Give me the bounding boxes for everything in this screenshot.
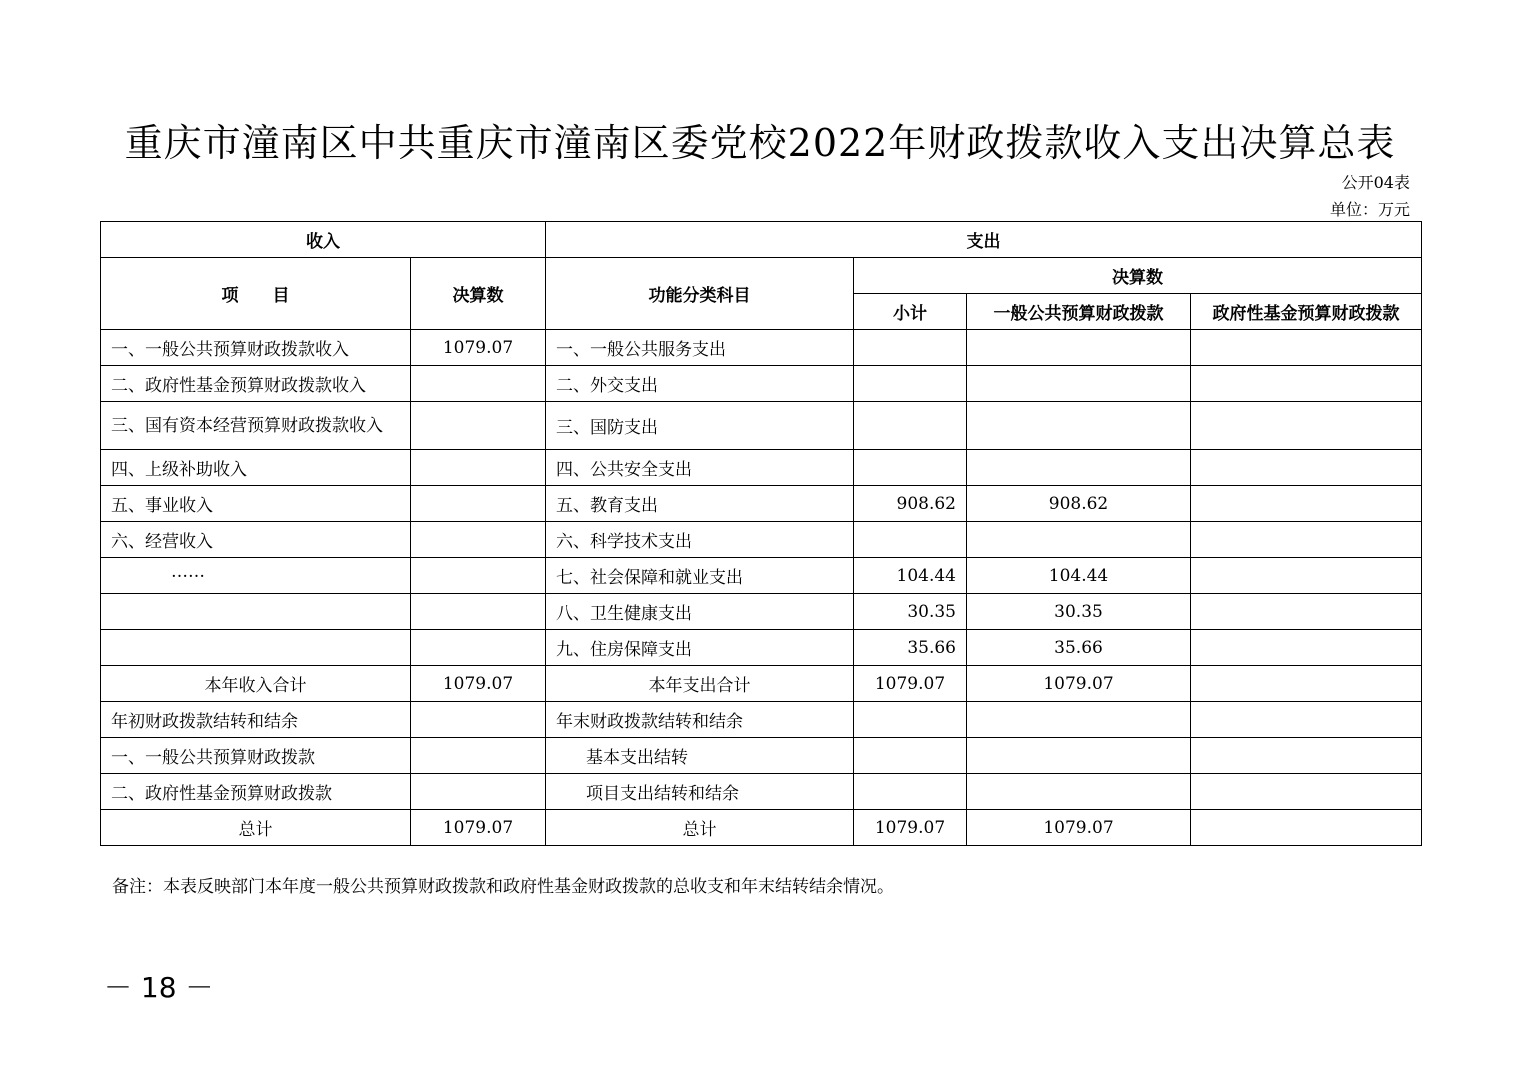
income-item: 二、政府性基金预算财政拨款收入	[101, 366, 411, 402]
expense-header: 支出	[546, 222, 1422, 258]
income-item: 二、政府性基金预算财政拨款	[101, 774, 411, 810]
expense-item: 本年支出合计	[546, 666, 854, 702]
header-row-2	[101, 258, 1422, 294]
income-amount	[411, 402, 546, 450]
header-row-1	[101, 222, 1422, 258]
table-code: 公开04表	[1341, 173, 1410, 192]
fund-value	[1191, 594, 1422, 630]
income-amount: 1079.07	[411, 330, 546, 366]
table-row	[101, 774, 1422, 810]
expense-item: 六、科学技术支出	[546, 522, 854, 558]
general-value	[967, 738, 1191, 774]
income-amount	[411, 558, 546, 594]
expense-item: 四、公共安全支出	[546, 450, 854, 486]
table-row	[101, 558, 1422, 594]
table-row	[101, 702, 1422, 738]
income-amount	[411, 774, 546, 810]
expense-item: 二、外交支出	[546, 366, 854, 402]
income-item: 四、上级补助收入	[101, 450, 411, 486]
table-row	[101, 738, 1422, 774]
subtotal-value: 104.44	[854, 558, 967, 594]
general-value	[967, 522, 1191, 558]
subtotal-header: 小计	[854, 294, 967, 330]
general-value: 35.66	[967, 630, 1191, 666]
general-value: 1079.07	[967, 810, 1191, 846]
subtotal-value: 908.62	[854, 486, 967, 522]
income-item: 五、事业收入	[101, 486, 411, 522]
unit-label: 单位：万元	[1329, 200, 1410, 219]
general-value: 908.62	[967, 486, 1191, 522]
general-value	[967, 402, 1191, 450]
item-header: 项 目	[101, 258, 411, 330]
subtotal-value	[854, 366, 967, 402]
income-amount	[411, 738, 546, 774]
expense-item: 七、社会保障和就业支出	[546, 558, 854, 594]
income-amount: 1079.07	[411, 666, 546, 702]
general-value	[967, 330, 1191, 366]
func-category-header: 功能分类科目	[546, 258, 854, 330]
fund-value	[1191, 486, 1422, 522]
table-row	[101, 330, 1422, 366]
income-header: 收入	[101, 222, 546, 258]
subtotal-value	[854, 402, 967, 450]
table-row	[101, 594, 1422, 630]
income-item: 一、一般公共预算财政拨款	[101, 738, 411, 774]
final-amount-header: 决算数	[854, 258, 1422, 294]
fund-value	[1191, 810, 1422, 846]
amount-header: 决算数	[411, 258, 546, 330]
expense-item: 基本支出结转	[546, 738, 854, 774]
subtotal-value	[854, 702, 967, 738]
subtotal-value	[854, 774, 967, 810]
income-amount	[411, 594, 546, 630]
general-value	[967, 774, 1191, 810]
table-row	[101, 450, 1422, 486]
income-amount	[411, 702, 546, 738]
subtotal-value	[854, 738, 967, 774]
table-row	[101, 630, 1422, 666]
income-item: 总计	[101, 810, 411, 846]
fund-value	[1191, 522, 1422, 558]
page-number: － 18 －	[104, 971, 214, 1004]
income-amount	[411, 366, 546, 402]
subtotal-value	[854, 450, 967, 486]
fund-value	[1191, 366, 1422, 402]
expense-item: 总计	[546, 810, 854, 846]
income-item: ……	[101, 558, 411, 594]
general-value: 30.35	[967, 594, 1191, 630]
income-amount	[411, 450, 546, 486]
fund-value	[1191, 738, 1422, 774]
fund-value	[1191, 330, 1422, 366]
subtotal-value: 1079.07	[854, 810, 967, 846]
income-item	[101, 594, 411, 630]
income-amount	[411, 486, 546, 522]
fund-value	[1191, 558, 1422, 594]
income-item: 一、一般公共预算财政拨款收入	[101, 330, 411, 366]
fund-value	[1191, 702, 1422, 738]
general-budget-header: 一般公共预算财政拨款	[967, 294, 1191, 330]
general-value: 104.44	[967, 558, 1191, 594]
budget-table	[100, 221, 1422, 846]
table-row-grand-total	[101, 810, 1422, 846]
general-value	[967, 702, 1191, 738]
table-row-total-year	[101, 666, 1422, 702]
fund-value	[1191, 774, 1422, 810]
income-amount: 1079.07	[411, 810, 546, 846]
expense-item: 三、国防支出	[546, 402, 854, 450]
subtotal-value: 1079.07	[854, 666, 967, 702]
income-amount	[411, 630, 546, 666]
gov-fund-header: 政府性基金预算财政拨款	[1191, 294, 1422, 330]
subtotal-value: 30.35	[854, 594, 967, 630]
general-value	[967, 366, 1191, 402]
expense-item: 年末财政拨款结转和结余	[546, 702, 854, 738]
income-item: 年初财政拨款结转和结余	[101, 702, 411, 738]
fund-value	[1191, 402, 1422, 450]
subtotal-value	[854, 522, 967, 558]
fund-value	[1191, 630, 1422, 666]
income-amount	[411, 522, 546, 558]
table-row	[101, 486, 1422, 522]
subtotal-value: 35.66	[854, 630, 967, 666]
fund-value	[1191, 666, 1422, 702]
table-row	[101, 366, 1422, 402]
page-title: 重庆市潼南区中共重庆市潼南区委党校2022年财政拨款收入支出决算总表	[124, 121, 1396, 165]
expense-item: 五、教育支出	[546, 486, 854, 522]
general-value: 1079.07	[967, 666, 1191, 702]
table-row	[101, 522, 1422, 558]
table-row	[101, 402, 1422, 450]
income-item	[101, 630, 411, 666]
table-note: 备注：本表反映部门本年度一般公共预算财政拨款和政府性基金财政拨款的总收支和年末结转结余情况。	[112, 877, 894, 897]
expense-item: 一、一般公共服务支出	[546, 330, 854, 366]
income-item: 六、经营收入	[101, 522, 411, 558]
expense-item: 八、卫生健康支出	[546, 594, 854, 630]
fund-value	[1191, 450, 1422, 486]
income-item: 三、国有资本经营预算财政拨款收入	[101, 402, 411, 450]
expense-item: 九、住房保障支出	[546, 630, 854, 666]
expense-item: 项目支出结转和结余	[546, 774, 854, 810]
income-item: 本年收入合计	[101, 666, 411, 702]
subtotal-value	[854, 330, 967, 366]
general-value	[967, 450, 1191, 486]
